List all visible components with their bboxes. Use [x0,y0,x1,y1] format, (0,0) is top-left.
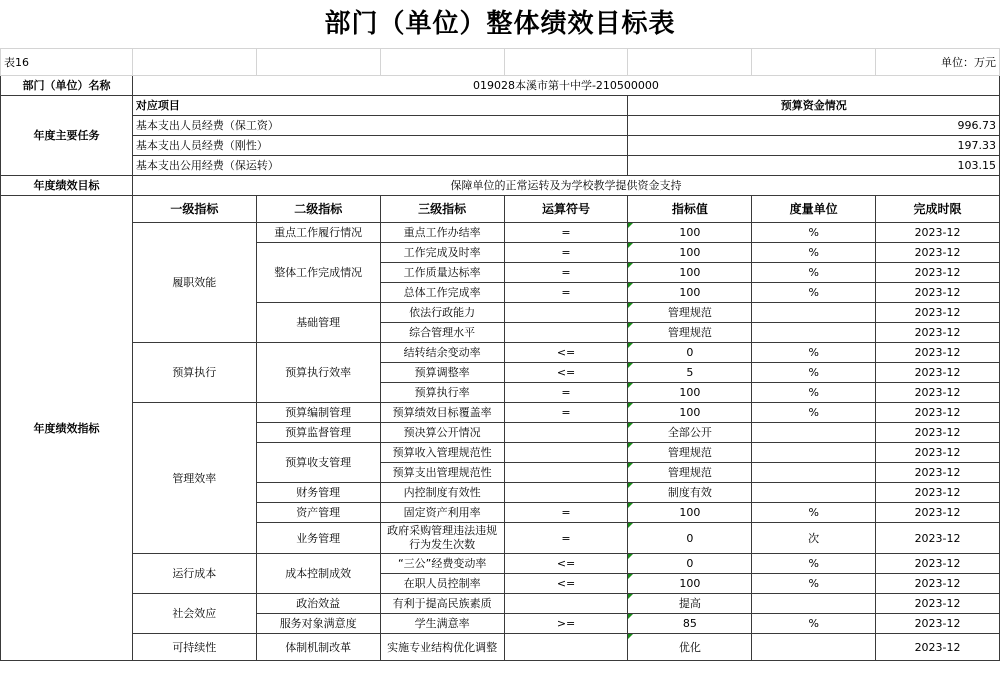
unit-cell: % [752,343,876,363]
empty-cell [504,49,628,76]
performance-target-table [0,48,1000,661]
operator-cell [504,483,628,503]
unit-cell: % [752,363,876,383]
deadline-cell: 2023-12 [876,594,1000,614]
value-cell: 100 [628,403,752,423]
level3-cell: 预算绩效目标覆盖率 [380,403,504,423]
empty-cell [132,49,256,76]
annual-goal-label: 年度绩效目标 [1,176,133,196]
tasks-col-fund: 预算资金情况 [628,96,1000,116]
task-amount: 996.73 [628,116,1000,136]
value-cell: 100 [628,243,752,263]
deadline-cell: 2023-12 [876,523,1000,554]
level2-cell: 预算收支管理 [256,443,380,483]
unit-cell: % [752,383,876,403]
level2-cell: 政治效益 [256,594,380,614]
unit-cell [752,463,876,483]
level3-cell: 政府采购管理违法违规行为发生次数 [380,523,504,554]
level1-cell: 预算执行 [132,343,256,403]
unit-cell [752,634,876,661]
value-cell: 85 [628,614,752,634]
value-cell: 0 [628,343,752,363]
operator-cell: <= [504,574,628,594]
level1-cell: 运行成本 [132,554,256,594]
operator-cell [504,423,628,443]
level3-cell: 内控制度有效性 [380,483,504,503]
col-header-operator: 运算符号 [504,196,628,223]
deadline-cell: 2023-12 [876,403,1000,423]
deadline-cell: 2023-12 [876,503,1000,523]
task-amount: 197.33 [628,136,1000,156]
col-header-level1: 一级指标 [132,196,256,223]
deadline-cell: 2023-12 [876,363,1000,383]
deadline-cell: 2023-12 [876,463,1000,483]
unit-cell [752,323,876,343]
level1-cell: 社会效应 [132,594,256,634]
level1-cell: 履职效能 [132,223,256,343]
value-cell: 100 [628,383,752,403]
unit-cell [752,594,876,614]
level1-cell: 可持续性 [132,634,256,661]
deadline-cell: 2023-12 [876,443,1000,463]
sheet-number: 表16 [1,49,133,76]
level2-cell: 资产管理 [256,503,380,523]
level2-cell: 预算执行效率 [256,343,380,403]
empty-cell [380,49,504,76]
operator-cell: <= [504,343,628,363]
level2-cell: 整体工作完成情况 [256,243,380,303]
operator-cell: = [504,503,628,523]
unit-label: 单位：万元 [876,49,1000,76]
level3-cell: 学生满意率 [380,614,504,634]
level2-cell: 成本控制成效 [256,554,380,594]
dept-value: 019028本溪市第十中学-210500000 [132,76,999,96]
level3-cell: 重点工作办结率 [380,223,504,243]
value-cell: 全部公开 [628,423,752,443]
level3-cell: 总体工作完成率 [380,283,504,303]
level2-cell: 预算编制管理 [256,403,380,423]
empty-cell [256,49,380,76]
task-amount: 103.15 [628,156,1000,176]
operator-cell: = [504,263,628,283]
level3-cell: 结转结余变动率 [380,343,504,363]
value-cell: 优化 [628,634,752,661]
value-cell: 制度有效 [628,483,752,503]
annual-tasks-label: 年度主要任务 [1,96,133,176]
deadline-cell: 2023-12 [876,574,1000,594]
operator-cell [504,463,628,483]
unit-cell: % [752,263,876,283]
annual-goal-text: 保障单位的正常运转及为学校教学提供资金支持 [132,176,999,196]
unit-cell [752,303,876,323]
unit-cell: % [752,614,876,634]
col-header-value: 指标值 [628,196,752,223]
value-cell: 100 [628,574,752,594]
level3-cell: 在职人员控制率 [380,574,504,594]
value-cell: 提高 [628,594,752,614]
deadline-cell: 2023-12 [876,634,1000,661]
level3-cell: 工作质量达标率 [380,263,504,283]
value-cell: 管理规范 [628,303,752,323]
level3-cell: 依法行政能力 [380,303,504,323]
deadline-cell: 2023-12 [876,614,1000,634]
level2-cell: 预算监督管理 [256,423,380,443]
deadline-cell: 2023-12 [876,423,1000,443]
col-header-level2: 二级指标 [256,196,380,223]
operator-cell: <= [504,554,628,574]
level3-cell: 综合管理水平 [380,323,504,343]
deadline-cell: 2023-12 [876,263,1000,283]
level3-cell: 预算支出管理规范性 [380,463,504,483]
level2-cell: 财务管理 [256,483,380,503]
level3-cell: 预算收入管理规范性 [380,443,504,463]
operator-cell [504,443,628,463]
deadline-cell: 2023-12 [876,323,1000,343]
operator-cell: = [504,403,628,423]
task-item: 基本支出公用经费（保运转） [132,156,628,176]
operator-cell: = [504,283,628,303]
level3-cell: 固定资产利用率 [380,503,504,523]
level3-cell: “三公”经费变动率 [380,554,504,574]
unit-cell: 次 [752,523,876,554]
col-header-unit: 度量单位 [752,196,876,223]
value-cell: 0 [628,523,752,554]
unit-cell: % [752,243,876,263]
value-cell: 0 [628,554,752,574]
deadline-cell: 2023-12 [876,283,1000,303]
deadline-cell: 2023-12 [876,343,1000,363]
deadline-cell: 2023-12 [876,303,1000,323]
operator-cell [504,634,628,661]
unit-cell [752,483,876,503]
value-cell: 管理规范 [628,443,752,463]
unit-cell: % [752,283,876,303]
empty-cell [752,49,876,76]
value-cell: 100 [628,283,752,303]
value-cell: 管理规范 [628,463,752,483]
operator-cell: = [504,223,628,243]
level3-cell: 预决算公开情况 [380,423,504,443]
dept-label: 部门（单位）名称 [1,76,133,96]
task-item: 基本支出人员经费（刚性） [132,136,628,156]
level3-cell: 预算执行率 [380,383,504,403]
value-cell: 管理规范 [628,323,752,343]
empty-cell [628,49,752,76]
unit-cell [752,423,876,443]
col-header-level3: 三级指标 [380,196,504,223]
unit-cell: % [752,554,876,574]
level3-cell: 有利于提高民族素质 [380,594,504,614]
unit-cell [752,443,876,463]
level3-cell: 预算调整率 [380,363,504,383]
indicators-label: 年度绩效指标 [1,196,133,661]
deadline-cell: 2023-12 [876,223,1000,243]
level2-cell: 服务对象满意度 [256,614,380,634]
level2-cell: 基础管理 [256,303,380,343]
operator-cell: = [504,383,628,403]
sheet-title: 部门（单位）整体绩效目标表 [0,0,1000,49]
deadline-cell: 2023-12 [876,243,1000,263]
task-item: 基本支出人员经费（保工资） [132,116,628,136]
level2-cell: 体制机制改革 [256,634,380,661]
unit-cell: % [752,503,876,523]
level2-cell: 重点工作履行情况 [256,223,380,243]
operator-cell: <= [504,363,628,383]
value-cell: 5 [628,363,752,383]
unit-cell: % [752,223,876,243]
unit-cell: % [752,574,876,594]
tasks-col-item: 对应项目 [132,96,628,116]
level2-cell: 业务管理 [256,523,380,554]
deadline-cell: 2023-12 [876,554,1000,574]
deadline-cell: 2023-12 [876,383,1000,403]
operator-cell [504,323,628,343]
col-header-deadline: 完成时限 [876,196,1000,223]
operator-cell [504,303,628,323]
value-cell: 100 [628,503,752,523]
level1-cell: 管理效率 [132,403,256,554]
operator-cell: = [504,243,628,263]
operator-cell: >= [504,614,628,634]
operator-cell [504,594,628,614]
deadline-cell: 2023-12 [876,483,1000,503]
unit-cell: % [752,403,876,423]
value-cell: 100 [628,263,752,283]
operator-cell: = [504,523,628,554]
level3-cell: 实施专业结构优化调整 [380,634,504,661]
level3-cell: 工作完成及时率 [380,243,504,263]
value-cell: 100 [628,223,752,243]
